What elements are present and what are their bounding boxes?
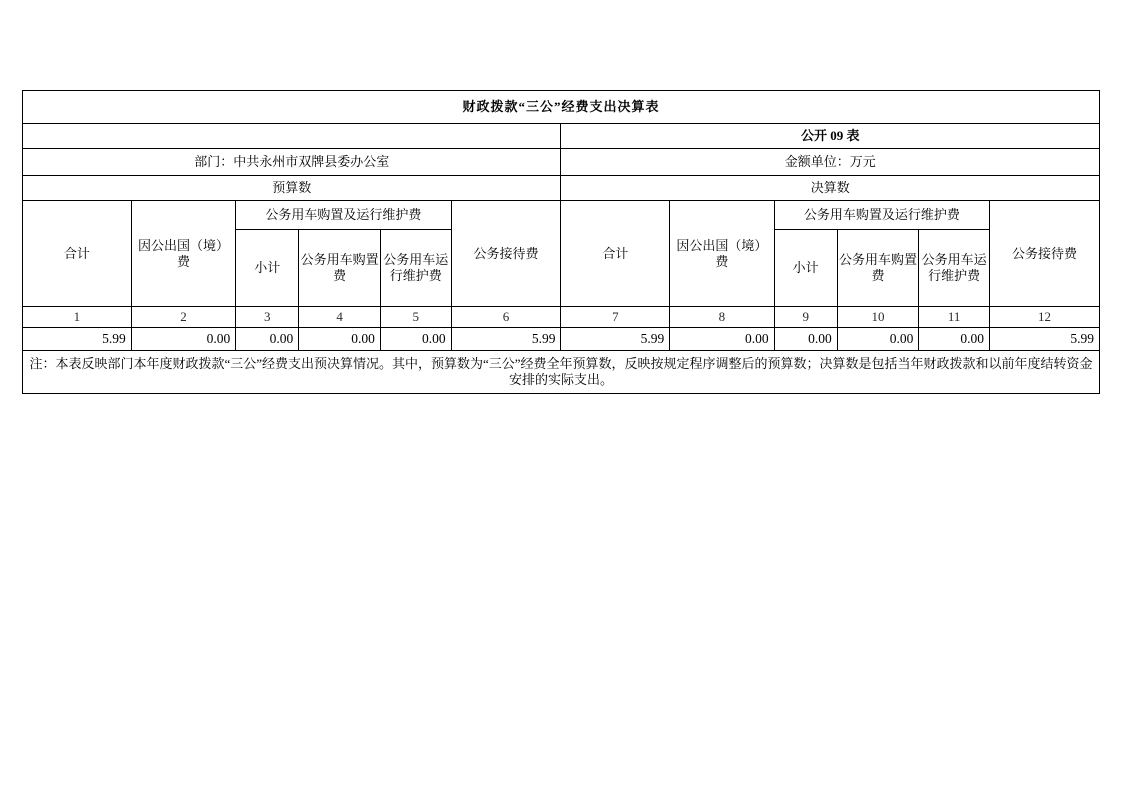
col-number-2: 2 <box>131 307 235 328</box>
meta-row <box>23 149 1100 176</box>
form-number: 公开 09 表 <box>561 124 1100 149</box>
value-final-abroad: 0.00 <box>670 328 774 351</box>
col-header-final-vehicle-subtotal: 小计 <box>774 230 837 307</box>
col-header-final-reception: 公务接待费 <box>990 201 1100 307</box>
table-row <box>23 328 1100 351</box>
group-header-final: 决算数 <box>561 176 1100 201</box>
group-header-budget: 预算数 <box>23 176 561 201</box>
value-budget-reception: 5.99 <box>451 328 561 351</box>
col-header-final-total: 合计 <box>561 201 670 307</box>
value-final-vehicle-purchase: 0.00 <box>837 328 919 351</box>
sub-group-header-budget-vehicle: 公务用车购置及运行维护费 <box>236 201 451 230</box>
col-number-1: 1 <box>23 307 132 328</box>
col-number-10: 10 <box>837 307 919 328</box>
col-number-5: 5 <box>380 307 451 328</box>
value-budget-vehicle-operation: 0.00 <box>380 328 451 351</box>
sub-group-header-final-vehicle: 公务用车购置及运行维护费 <box>774 201 989 230</box>
col-header-budget-abroad: 因公出国（境）费 <box>131 201 235 307</box>
value-budget-abroad: 0.00 <box>131 328 235 351</box>
col-header-budget-vehicle-operation: 公务用车运行维护费 <box>380 230 451 307</box>
col-number-7: 7 <box>561 307 670 328</box>
col-header-final-vehicle-operation: 公务用车运行维护费 <box>919 230 990 307</box>
unit-label: 金额单位：万元 <box>561 149 1100 176</box>
col-number-12: 12 <box>990 307 1100 328</box>
value-final-reception: 5.99 <box>990 328 1100 351</box>
col-number-3: 3 <box>236 307 299 328</box>
col-number-8: 8 <box>670 307 774 328</box>
col-header-budget-reception: 公务接待费 <box>451 201 561 307</box>
col-header-budget-total: 合计 <box>23 201 132 307</box>
value-final-vehicle-subtotal: 0.00 <box>774 328 837 351</box>
sub-group-header-row <box>23 201 1100 230</box>
col-number-9: 9 <box>774 307 837 328</box>
column-number-row <box>23 307 1100 328</box>
col-header-final-abroad: 因公出国（境）费 <box>670 201 774 307</box>
group-header-row <box>23 176 1100 201</box>
table-note: 注：本表反映部门本年度财政拨款“三公”经费支出预决算情况。其中，预算数为“三公”经费全年预算数，反映按规定程序调整后的预算数；决算数是包括当年财政拨款和以前年度结转资金安排的实际支出。 <box>23 351 1100 394</box>
col-header-final-vehicle-purchase: 公务用车购置费 <box>837 230 919 307</box>
note-row <box>23 351 1100 394</box>
value-budget-vehicle-purchase: 0.00 <box>299 328 381 351</box>
department-label: 部门：中共永州市双牌县委办公室 <box>23 149 561 176</box>
col-number-6: 6 <box>451 307 561 328</box>
value-budget-total: 5.99 <box>23 328 132 351</box>
value-final-total: 5.99 <box>561 328 670 351</box>
col-number-4: 4 <box>299 307 381 328</box>
col-number-11: 11 <box>919 307 990 328</box>
col-header-budget-vehicle-purchase: 公务用车购置费 <box>299 230 381 307</box>
value-final-vehicle-operation: 0.00 <box>919 328 990 351</box>
col-header-budget-vehicle-subtotal: 小计 <box>236 230 299 307</box>
title-row <box>23 91 1100 124</box>
form-number-row <box>23 124 1100 149</box>
page-title: 财政拨款“三公”经费支出决算表 <box>23 91 1100 124</box>
three-public-expenses-table <box>22 90 1100 394</box>
value-budget-vehicle-subtotal: 0.00 <box>236 328 299 351</box>
blank-cell <box>23 124 561 149</box>
